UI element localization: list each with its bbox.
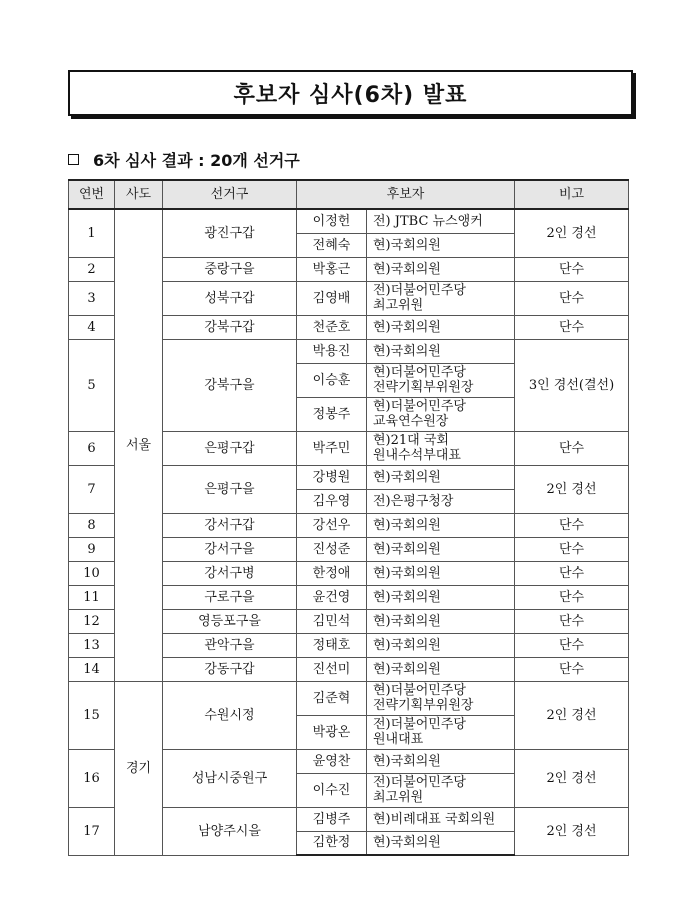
candidate-career: 현)국회의원 xyxy=(367,315,515,339)
note-cell: 단수 xyxy=(515,257,629,281)
note-cell: 단수 xyxy=(515,657,629,681)
district-cell: 구로구을 xyxy=(163,585,297,609)
candidate-career: 현)더불어민주당 전략기획부위원장 xyxy=(367,681,515,715)
candidate-name: 이수진 xyxy=(297,773,367,807)
candidate-name: 김병주 xyxy=(297,807,367,831)
district-cell: 광진구갑 xyxy=(163,209,297,257)
candidate-career: 전)더불어민주당 최고위원 xyxy=(367,281,515,315)
candidate-career: 현)국회의원 xyxy=(367,339,515,363)
district-cell: 남양주시을 xyxy=(163,807,297,855)
candidate-career: 현)비례대표 국회의원 xyxy=(367,807,515,831)
candidate-career: 현)국회의원 xyxy=(367,657,515,681)
district-cell: 강서구을 xyxy=(163,537,297,561)
candidate-career: 현)국회의원 xyxy=(367,257,515,281)
table-header-row xyxy=(69,180,629,209)
candidate-name: 강선우 xyxy=(297,513,367,537)
row-number: 17 xyxy=(69,807,115,855)
candidate-name: 김영배 xyxy=(297,281,367,315)
candidate-career: 현)국회의원 xyxy=(367,465,515,489)
header-region: 사도 xyxy=(115,180,163,209)
district-cell: 성남시중원구 xyxy=(163,749,297,807)
candidate-career: 전)더불어민주당 원내대표 xyxy=(367,715,515,749)
row-number: 16 xyxy=(69,749,115,807)
note-cell: 2인 경선 xyxy=(515,749,629,807)
results-table xyxy=(68,179,629,856)
row-number: 8 xyxy=(69,513,115,537)
row-number: 4 xyxy=(69,315,115,339)
region-cell: 경기 xyxy=(115,681,163,855)
candidate-career: 전)더불어민주당 최고위원 xyxy=(367,773,515,807)
candidate-career: 현)국회의원 xyxy=(367,609,515,633)
district-cell: 영등포구을 xyxy=(163,609,297,633)
district-cell: 강서구갑 xyxy=(163,513,297,537)
candidate-career: 현)국회의원 xyxy=(367,561,515,585)
note-cell: 단수 xyxy=(515,513,629,537)
row-number: 2 xyxy=(69,257,115,281)
district-cell: 성북구갑 xyxy=(163,281,297,315)
candidate-name: 강병원 xyxy=(297,465,367,489)
table-body xyxy=(69,209,629,855)
candidate-career: 현)더불어민주당 전략기획부위원장 xyxy=(367,363,515,397)
candidate-career: 현)국회의원 xyxy=(367,233,515,257)
row-number: 10 xyxy=(69,561,115,585)
candidate-career: 현)더불어민주당 교육연수원장 xyxy=(367,397,515,431)
note-cell: 3인 경선(결선) xyxy=(515,339,629,431)
note-cell: 단수 xyxy=(515,585,629,609)
page-title: 후보자 심사(6차) 발표 xyxy=(233,82,468,108)
section-heading xyxy=(68,148,300,171)
row-number: 11 xyxy=(69,585,115,609)
district-cell: 강북구을 xyxy=(163,339,297,431)
row-number: 14 xyxy=(69,657,115,681)
checkbox-bullet-icon xyxy=(68,154,79,165)
district-cell: 은평구을 xyxy=(163,465,297,513)
candidate-career: 현)21대 국회 원내수석부대표 xyxy=(367,431,515,465)
district-cell: 관악구을 xyxy=(163,633,297,657)
note-cell: 단수 xyxy=(515,431,629,465)
candidate-career: 현)국회의원 xyxy=(367,513,515,537)
candidate-career: 현)국회의원 xyxy=(367,585,515,609)
note-cell: 단수 xyxy=(515,561,629,585)
candidate-name: 윤건영 xyxy=(297,585,367,609)
candidate-name: 박홍근 xyxy=(297,257,367,281)
candidate-name: 박용진 xyxy=(297,339,367,363)
note-cell: 2인 경선 xyxy=(515,681,629,749)
note-cell: 단수 xyxy=(515,315,629,339)
row-number: 6 xyxy=(69,431,115,465)
candidate-name: 진성준 xyxy=(297,537,367,561)
candidate-name: 김민석 xyxy=(297,609,367,633)
candidate-name: 박광온 xyxy=(297,715,367,749)
note-cell: 2인 경선 xyxy=(515,465,629,513)
candidate-name: 정봉주 xyxy=(297,397,367,431)
district-cell: 수원시정 xyxy=(163,681,297,749)
row-number: 12 xyxy=(69,609,115,633)
row-number: 1 xyxy=(69,209,115,257)
table-row xyxy=(69,681,629,715)
row-number: 13 xyxy=(69,633,115,657)
candidate-name: 진선미 xyxy=(297,657,367,681)
row-number: 9 xyxy=(69,537,115,561)
candidate-career: 현)국회의원 xyxy=(367,537,515,561)
note-cell: 단수 xyxy=(515,609,629,633)
header-note: 비고 xyxy=(515,180,629,209)
candidate-career: 현)국회의원 xyxy=(367,749,515,773)
row-number: 5 xyxy=(69,339,115,431)
row-number: 15 xyxy=(69,681,115,749)
row-number: 3 xyxy=(69,281,115,315)
district-cell: 강서구병 xyxy=(163,561,297,585)
title-box xyxy=(68,70,633,116)
candidate-name: 이정헌 xyxy=(297,209,367,233)
district-cell: 강동구갑 xyxy=(163,657,297,681)
district-cell: 강북구갑 xyxy=(163,315,297,339)
note-cell: 단수 xyxy=(515,537,629,561)
candidate-name: 전혜숙 xyxy=(297,233,367,257)
note-cell: 2인 경선 xyxy=(515,209,629,257)
candidate-career: 현)국회의원 xyxy=(367,831,515,855)
candidate-name: 정태호 xyxy=(297,633,367,657)
candidate-career: 전) JTBC 뉴스앵커 xyxy=(367,209,515,233)
candidate-career: 현)국회의원 xyxy=(367,633,515,657)
candidate-name: 김한정 xyxy=(297,831,367,855)
row-number: 7 xyxy=(69,465,115,513)
section-heading-text: 6차 심사 결과 : 20개 선거구 xyxy=(93,151,300,170)
note-cell: 2인 경선 xyxy=(515,807,629,855)
candidate-name: 김우영 xyxy=(297,489,367,513)
header-candidate: 후보자 xyxy=(297,180,515,209)
candidate-name: 박주민 xyxy=(297,431,367,465)
table-row xyxy=(69,209,629,233)
header-no: 연번 xyxy=(69,180,115,209)
note-cell: 단수 xyxy=(515,281,629,315)
district-cell: 은평구갑 xyxy=(163,431,297,465)
candidate-name: 이승훈 xyxy=(297,363,367,397)
header-district: 선거구 xyxy=(163,180,297,209)
region-cell: 서울 xyxy=(115,209,163,681)
candidate-name: 윤영찬 xyxy=(297,749,367,773)
candidate-name: 천준호 xyxy=(297,315,367,339)
candidate-name: 김준혁 xyxy=(297,681,367,715)
district-cell: 중랑구을 xyxy=(163,257,297,281)
candidate-name: 한정애 xyxy=(297,561,367,585)
note-cell: 단수 xyxy=(515,633,629,657)
candidate-career: 전)은평구청장 xyxy=(367,489,515,513)
